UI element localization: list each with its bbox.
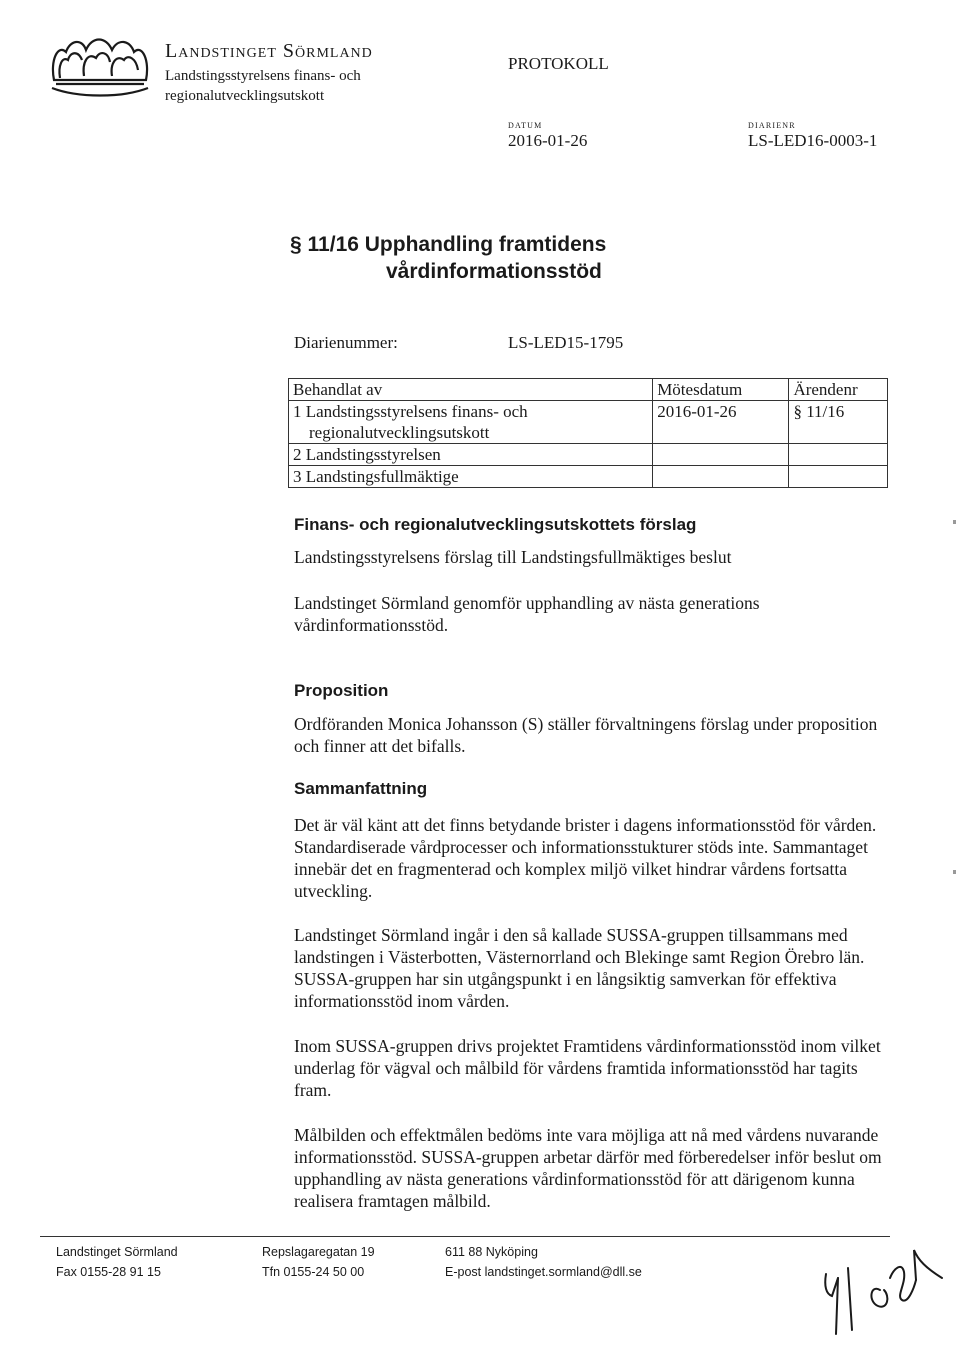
org-name: Landstinget Sörmland [165, 40, 373, 62]
table-cell-body: 3 Landstingsfullmäktige [289, 466, 653, 488]
footer-phone: Tfn 0155-24 50 00 [262, 1265, 365, 1279]
table-cell-body-line2: regionalutvecklingsutskott [309, 423, 490, 442]
diarienummer-value: LS-LED15-1795 [508, 333, 624, 352]
section-title-line1: 11/16 Upphandling framtidens [307, 233, 607, 256]
section-mark: § [290, 233, 302, 256]
handwritten-initials-icon [818, 1238, 948, 1338]
table-cell-date [653, 466, 789, 488]
section-title-line2: vårdinformationsstöd [386, 260, 602, 283]
proposition-heading: Proposition [294, 681, 389, 700]
footer-street: Repslagaregatan 19 [262, 1245, 375, 1259]
summary-paragraph: Det är väl känt att det finns betydande brister i dagens informationsstöd för vården. Standardiserade vårdprocesser och informationsstukturer stöds inte. Sammantaget innebär det en fragmenterad och komplex miljö vilket hindrar vårdens fortsatta utveckling. [294, 815, 877, 901]
table-header-cell: Ärendenr [789, 379, 888, 401]
case-number-value: LS-LED16-0003-1 [748, 131, 878, 150]
footer-address-column [262, 1242, 375, 1282]
table-cell-nr: § 11/16 [789, 401, 888, 444]
table-header-cell: Behandlat av [289, 379, 653, 401]
diarienummer-label: Diarienummer: [294, 333, 398, 352]
table-cell-nr [789, 466, 888, 488]
table-header-row [289, 379, 888, 401]
case-number-label: DIARIENR [748, 121, 796, 130]
scan-mark [953, 870, 956, 874]
footer-org-column [56, 1242, 178, 1282]
footer-postal-column [445, 1242, 642, 1282]
summary-heading: Sammanfattning [294, 779, 428, 798]
date-value: 2016-01-26 [508, 131, 588, 150]
table-row [289, 444, 888, 466]
document-type: PROTOKOLL [508, 54, 609, 73]
section-title [290, 231, 810, 285]
table-cell-nr [789, 444, 888, 466]
table-header-cell: Mötesdatum [653, 379, 789, 401]
table-cell-date [653, 444, 789, 466]
proposal-subtitle: Landstingsstyrelsens förslag till Landstingsfullmäktiges beslut [294, 547, 732, 567]
summary-paragraph: Inom SUSSA-gruppen drivs projektet Framtidens vårdinformationsstöd inom vilket underlag för vägval och målbild för vårdens framtida informationsstöd har tagits fram. [294, 1036, 881, 1100]
org-subtitle-line2: regionalutvecklingsutskott [165, 88, 325, 104]
table-cell-body: 2 Landstingsstyrelsen [289, 444, 653, 466]
date-label: DATUM [508, 121, 543, 130]
footer-email: E-post landstinget.sormland@dll.se [445, 1265, 642, 1279]
proposal-text: Landstinget Sörmland genomför upphandling av nästa generations vårdinformationsstöd. [294, 593, 760, 635]
handling-table [288, 378, 888, 488]
proposal-heading: Finans- och regionalutvecklingsutskottets förslag [294, 515, 697, 534]
summary-paragraph: Landstinget Sörmland ingår i den så kallade SUSSA-gruppen tillsammans med landstingen i Västerbotten, Västernorrland och Blekinge samt Region Örebro län. SUSSA-gruppen har sin utgångspunkt i en långsiktig samverkan för effektiva informationsstöd inom vården. [294, 925, 865, 1011]
table-row [289, 466, 888, 488]
table-cell-date: 2016-01-26 [653, 401, 789, 444]
footer-postal: 611 88 Nyköping [445, 1245, 538, 1259]
scan-mark [953, 520, 956, 524]
footer-org-name: Landstinget Sörmland [56, 1245, 178, 1259]
org-subtitle [165, 66, 425, 106]
table-cell-body [289, 401, 653, 444]
table-row [289, 401, 888, 444]
table-cell-body-line1: 1 Landstingsstyrelsens finans- och [293, 402, 528, 421]
footer-fax: Fax 0155-28 91 15 [56, 1265, 161, 1279]
footer-divider [40, 1236, 890, 1237]
org-subtitle-line1: Landstingsstyrelsens finans- och [165, 68, 361, 84]
crown-logo-icon [48, 30, 152, 100]
summary-paragraph: Målbilden och effektmålen bedöms inte vara möjliga att nå med vårdens nuvarande informationsstöd. SUSSA-gruppen arbetar därför med förberedelser inför beslut om upphandling av nästa generations vårdinformationsstöd för att därigenom kunna realisera framtagen målbild. [294, 1125, 882, 1211]
proposition-text: Ordföranden Monica Johansson (S) ställer förvaltningens förslag under proposition och finner att det bifalls. [294, 714, 878, 756]
